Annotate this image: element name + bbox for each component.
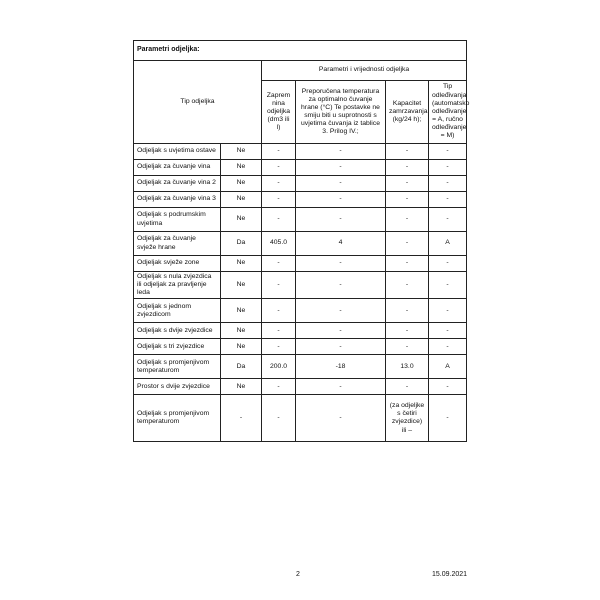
- compartment-freezing-capacity: -: [386, 160, 429, 176]
- compartment-present: Ne: [221, 160, 262, 176]
- compartment-temperature: -: [296, 395, 386, 442]
- compartment-freezing-capacity: -: [386, 272, 429, 299]
- compartment-temperature: 4: [296, 232, 386, 256]
- compartment-volume: -: [262, 144, 296, 160]
- compartment-temperature: -: [296, 272, 386, 299]
- compartment-name: Odjeljak za čuvanje vina 3: [134, 192, 221, 208]
- page-number: 2: [296, 571, 300, 578]
- compartment-temperature: -: [296, 299, 386, 323]
- compartment-present: Ne: [221, 379, 262, 395]
- compartment-name: Odjeljak za čuvanje vina: [134, 160, 221, 176]
- compartment-temperature: -: [296, 339, 386, 355]
- compartment-freezing-capacity: -: [386, 232, 429, 256]
- compartment-temperature: -18: [296, 355, 386, 379]
- header-defrost-type: Tip odleđivanja (automatsko odleđivanje = A, ručno odleđivanje = M): [429, 81, 467, 144]
- compartment-temperature: -: [296, 160, 386, 176]
- compartment-name: Odjeljak svježe zone: [134, 256, 221, 272]
- compartment-present: Ne: [221, 144, 262, 160]
- compartment-volume: -: [262, 176, 296, 192]
- section-title: Parametri odjeljka:: [134, 41, 467, 61]
- compartment-present: Da: [221, 355, 262, 379]
- compartment-freezing-capacity: -: [386, 339, 429, 355]
- footer-date: 15.09.2021: [432, 571, 468, 578]
- compartment-name: Odjeljak s uvjetima ostave: [134, 144, 221, 160]
- compartment-name: Odjeljak s nula zvjezdica ili odjeljak za pravljenje leda: [134, 272, 221, 299]
- compartment-name: Odjeljak s promjenjivom temperaturom: [134, 395, 221, 442]
- compartment-temperature: -: [296, 176, 386, 192]
- compartment-name: Odjeljak s dvije zvjezdice: [134, 323, 221, 339]
- table-row: [134, 232, 467, 256]
- compartment-temperature: -: [296, 192, 386, 208]
- table-row: [134, 176, 467, 192]
- compartment-temperature: -: [296, 256, 386, 272]
- compartment-present: Ne: [221, 299, 262, 323]
- table-row: [134, 256, 467, 272]
- compartment-present: Ne: [221, 256, 262, 272]
- compartment-freezing-capacity: -: [386, 208, 429, 232]
- table-row: [134, 208, 467, 232]
- compartment-freezing-capacity: -: [386, 323, 429, 339]
- compartment-volume: -: [262, 272, 296, 299]
- compartment-present: Ne: [221, 176, 262, 192]
- compartment-temperature: -: [296, 379, 386, 395]
- compartment-name: Prostor s dvije zvjezdice: [134, 379, 221, 395]
- compartment-freezing-capacity: -: [386, 176, 429, 192]
- compartment-defrost-type: -: [429, 256, 467, 272]
- compartment-present: Ne: [221, 323, 262, 339]
- header-volume: Zaprem nina odjeljka (dm3 ili l): [262, 81, 296, 144]
- compartment-freezing-capacity: -: [386, 144, 429, 160]
- header-recommended-temperature: Preporučena temperatura za optimalno čuvanje hrane (°C) Te postavke ne smiju biti u suprotnosti s uvjetima čuvanja iz tablice 3. Prilog IV.;: [296, 81, 386, 144]
- compartment-defrost-type: -: [429, 272, 467, 299]
- header-compartment-type: Tip odjeljka: [134, 61, 262, 144]
- compartment-present: -: [221, 395, 262, 442]
- compartment-volume: -: [262, 323, 296, 339]
- table-row: [134, 160, 467, 176]
- compartment-volume: -: [262, 192, 296, 208]
- compartment-volume: -: [262, 160, 296, 176]
- compartment-freezing-capacity: (za odjeljke s četiri zvjezdice) ili –: [386, 395, 429, 442]
- compartment-defrost-type: -: [429, 339, 467, 355]
- compartment-volume: 200.0: [262, 355, 296, 379]
- compartment-defrost-type: -: [429, 208, 467, 232]
- table-row: [134, 379, 467, 395]
- compartment-name: Odjeljak za čuvanje svježe hrane: [134, 232, 221, 256]
- table-row: [134, 272, 467, 299]
- compartment-name: Odjeljak za čuvanje vina 2: [134, 176, 221, 192]
- compartment-defrost-type: A: [429, 232, 467, 256]
- compartment-present: Ne: [221, 192, 262, 208]
- compartment-volume: -: [262, 379, 296, 395]
- compartment-freezing-capacity: -: [386, 299, 429, 323]
- compartment-temperature: -: [296, 208, 386, 232]
- compartment-freezing-capacity: -: [386, 192, 429, 208]
- compartment-present: Da: [221, 232, 262, 256]
- compartment-defrost-type: -: [429, 144, 467, 160]
- compartment-freezing-capacity: 13.0: [386, 355, 429, 379]
- compartment-temperature: -: [296, 323, 386, 339]
- compartment-present: Ne: [221, 339, 262, 355]
- compartment-freezing-capacity: -: [386, 256, 429, 272]
- compartment-defrost-type: -: [429, 395, 467, 442]
- compartment-volume: -: [262, 256, 296, 272]
- compartment-defrost-type: -: [429, 192, 467, 208]
- compartment-volume: -: [262, 208, 296, 232]
- compartment-defrost-type: A: [429, 355, 467, 379]
- compartment-temperature: -: [296, 144, 386, 160]
- compartment-volume: -: [262, 395, 296, 442]
- compartment-defrost-type: -: [429, 379, 467, 395]
- compartment-freezing-capacity: -: [386, 379, 429, 395]
- compartment-volume: -: [262, 299, 296, 323]
- table-row: [134, 395, 467, 442]
- compartment-volume: 405.0: [262, 232, 296, 256]
- compartment-defrost-type: -: [429, 299, 467, 323]
- compartment-name: Odjeljak s jednom zvjezdicom: [134, 299, 221, 323]
- compartment-defrost-type: -: [429, 323, 467, 339]
- compartment-volume: -: [262, 339, 296, 355]
- compartment-name: Odjeljak s podrumskim uvjetima: [134, 208, 221, 232]
- compartment-defrost-type: -: [429, 160, 467, 176]
- compartment-name: Odjeljak s promjenjivom temperaturom: [134, 355, 221, 379]
- compartment-present: Ne: [221, 208, 262, 232]
- compartment-parameters-table: [133, 40, 470, 442]
- header-parameters-group: Parametri i vrijednosti odjeljka: [262, 61, 467, 81]
- table-row: [134, 323, 467, 339]
- table-row: [134, 144, 467, 160]
- table-row: [134, 192, 467, 208]
- table-row: [134, 299, 467, 323]
- table-row: [134, 339, 467, 355]
- header-freezing-capacity: Kapacitet zamrzavanja (kg/24 h);: [386, 81, 429, 144]
- table-row: [134, 355, 467, 379]
- compartment-defrost-type: -: [429, 176, 467, 192]
- compartment-present: Ne: [221, 272, 262, 299]
- compartment-name: Odjeljak s tri zvjezdice: [134, 339, 221, 355]
